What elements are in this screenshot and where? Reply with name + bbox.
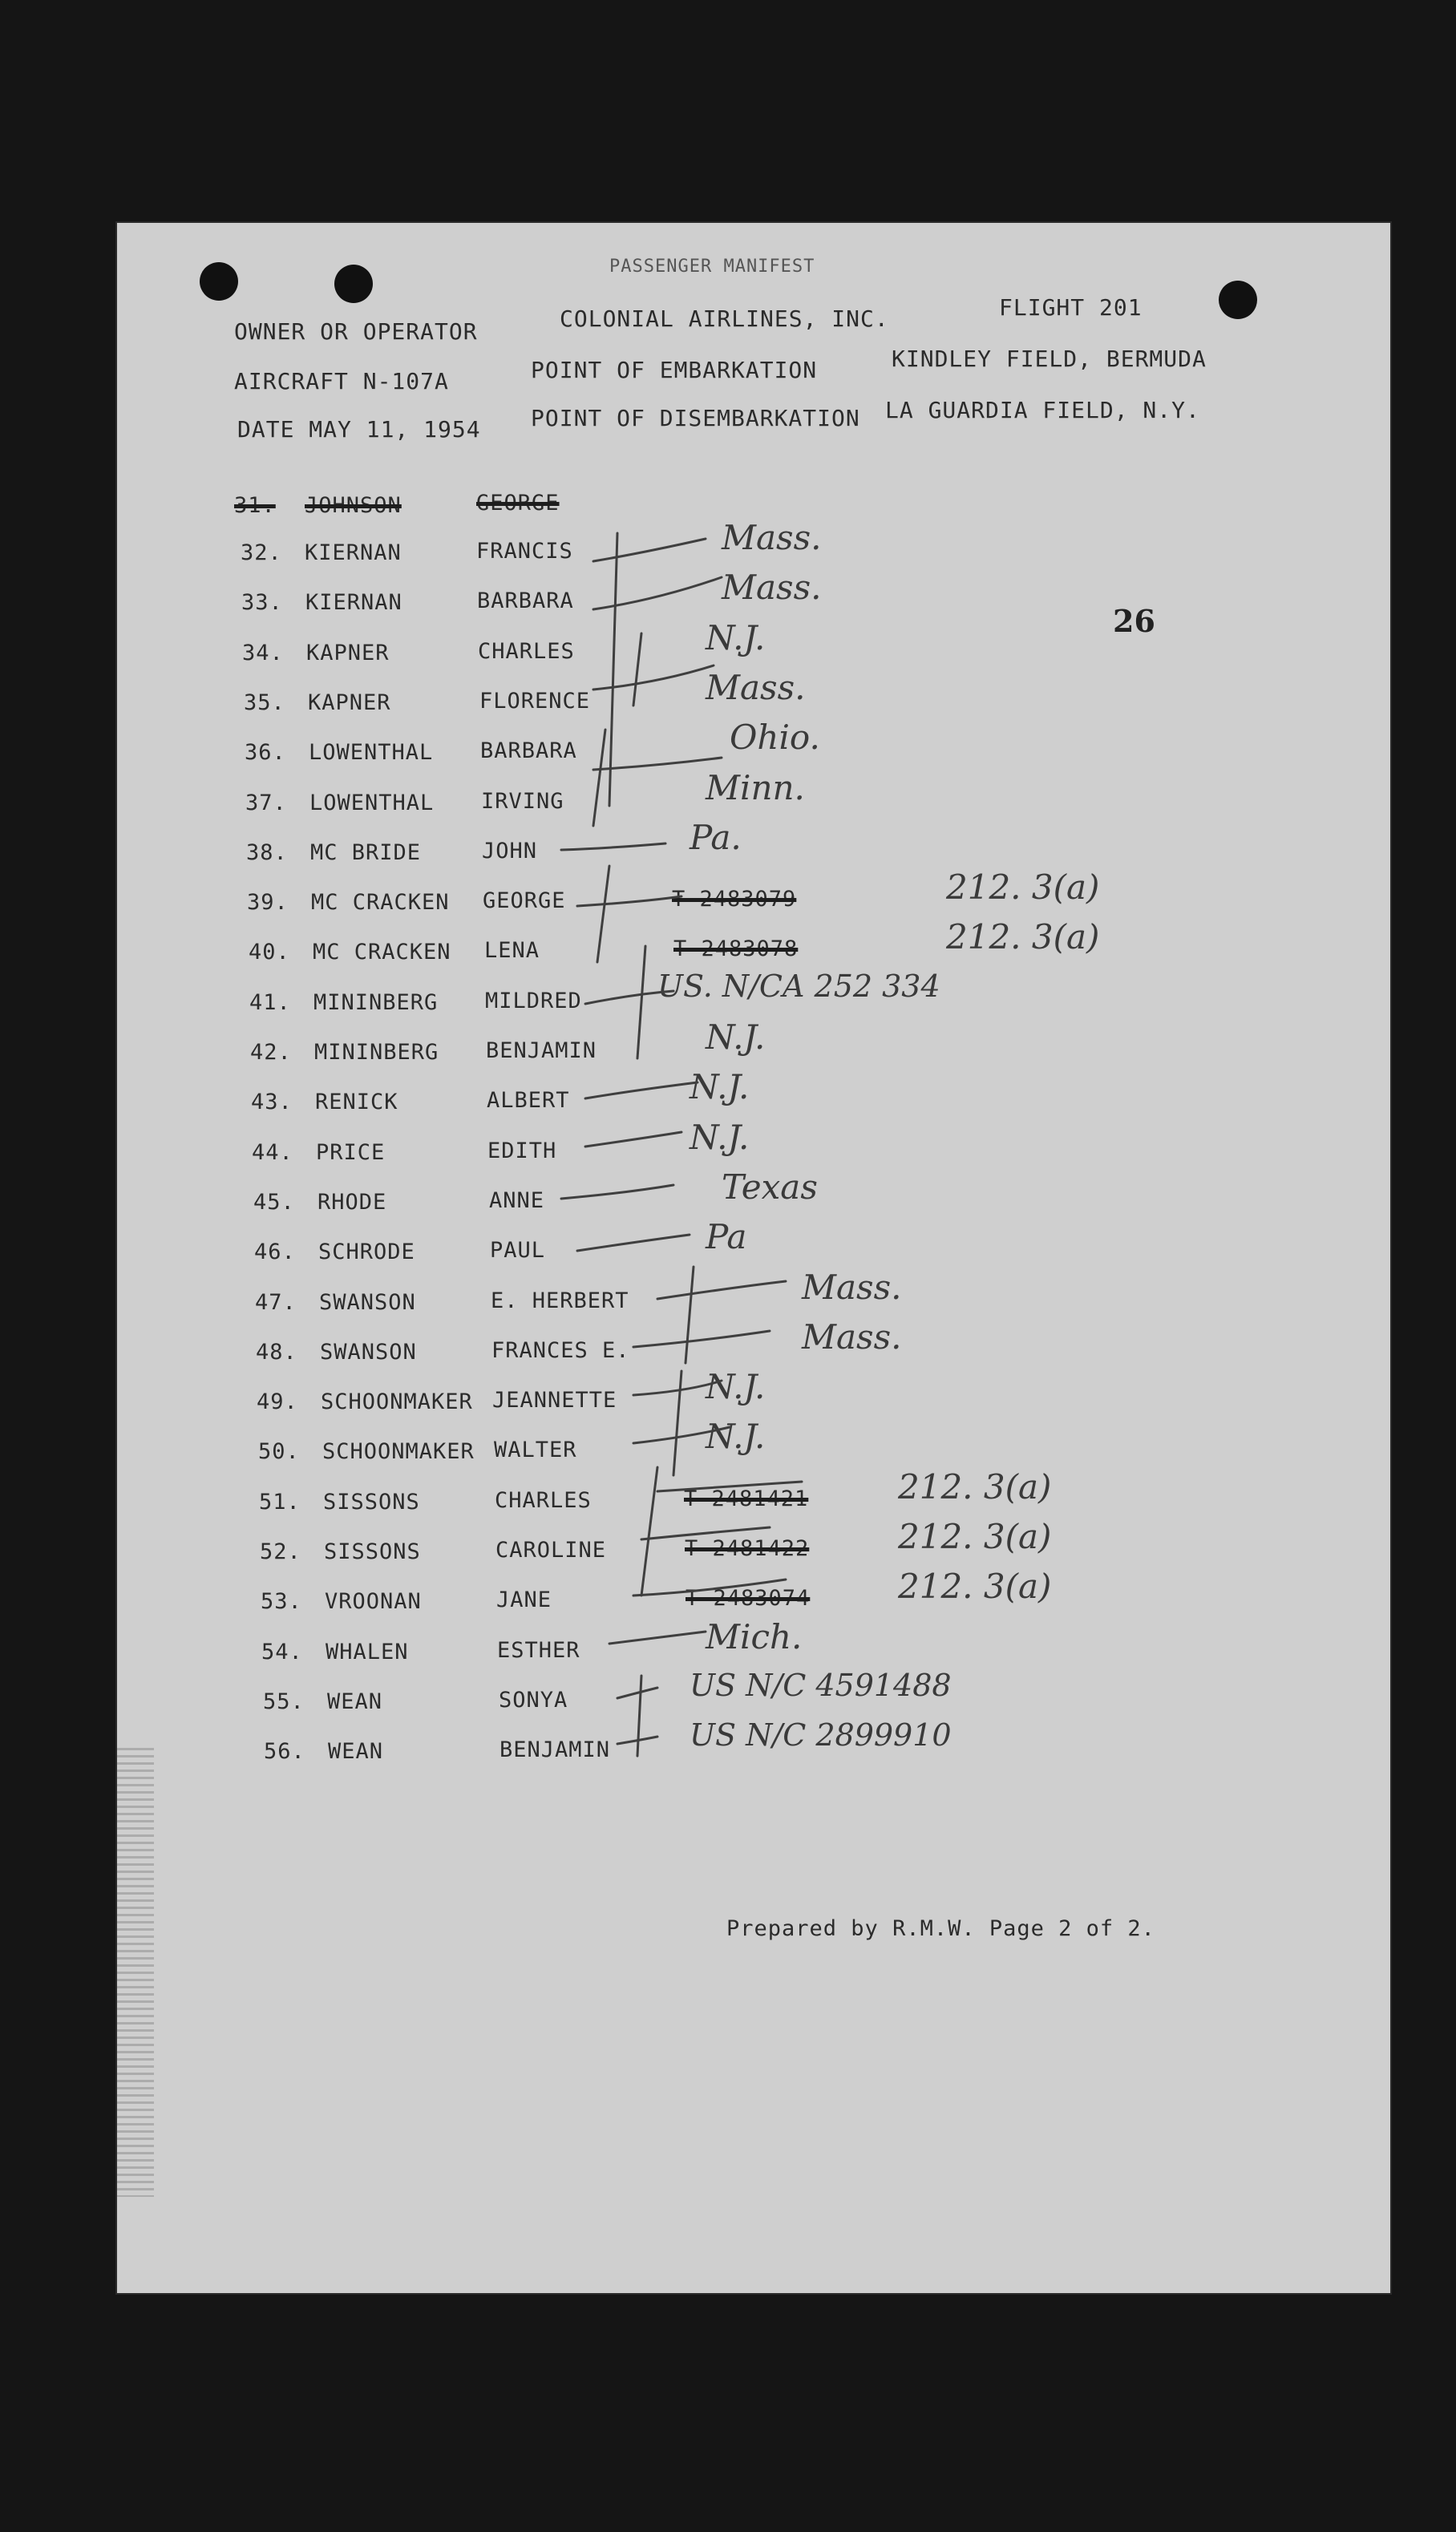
passenger-number: 51.	[259, 1490, 301, 1515]
passenger-first-name: E. HERBERT	[491, 1288, 629, 1313]
passenger-last-name: SCHRODE	[318, 1240, 415, 1264]
passenger-number: 34.	[242, 641, 284, 665]
embarkation-label: POINT OF EMBARKATION	[531, 357, 818, 383]
crossed-ticket-number: T 2483078	[673, 936, 799, 961]
passenger-first-name: FLORENCE	[479, 689, 591, 714]
passenger-first-name: WALTER	[494, 1438, 577, 1462]
passenger-number: 46.	[254, 1240, 296, 1264]
disembarkation-label: POINT OF DISEMBARKATION	[531, 405, 860, 431]
handwritten-note: N.J.	[706, 1367, 766, 1406]
passenger-last-name: MININBERG	[314, 1040, 439, 1065]
passenger-first-name: FRANCES E.	[491, 1338, 630, 1363]
passenger-number: 48.	[256, 1340, 297, 1365]
passenger-first-name: BARBARA	[480, 738, 577, 763]
passenger-number: 44.	[252, 1140, 293, 1165]
passenger-first-name: ALBERT	[487, 1088, 570, 1113]
passenger-number: 40.	[249, 940, 290, 965]
passenger-number: 41.	[249, 990, 291, 1015]
crossed-entry-last: JOHNSON	[305, 493, 402, 518]
handwritten-note: US N/C 2899910	[690, 1717, 952, 1753]
crossed-entry-first: GEORGE	[476, 491, 560, 516]
handwritten-note: Mass.	[722, 568, 822, 607]
passenger-last-name: SWANSON	[320, 1340, 417, 1365]
passenger-first-name: ESTHER	[497, 1638, 580, 1663]
passenger-number: 56.	[264, 1739, 305, 1764]
handwritten-note: 212. 3(a)	[946, 868, 1100, 907]
crossed-ticket-number: T 2481421	[684, 1486, 809, 1511]
crossed-entry-num: 31.	[234, 493, 276, 518]
passenger-last-name: VROONAN	[325, 1589, 422, 1614]
crossed-ticket-number: T 2483079	[672, 887, 797, 912]
handwritten-note: Mass.	[722, 518, 822, 557]
passenger-last-name: SCHOONMAKER	[321, 1389, 473, 1414]
handwritten-note: Minn.	[706, 768, 805, 807]
page-number: 26	[1113, 603, 1155, 639]
date-label: DATE MAY 11, 1954	[237, 416, 481, 443]
passenger-number: 45.	[253, 1190, 295, 1215]
passenger-last-name: PRICE	[316, 1140, 386, 1165]
handwritten-note: Pa.	[690, 818, 742, 857]
passenger-last-name: RENICK	[315, 1090, 398, 1114]
passenger-last-name: KIERNAN	[305, 590, 402, 615]
passenger-first-name: CHARLES	[495, 1488, 592, 1513]
passenger-first-name: ANNE	[489, 1188, 545, 1213]
passenger-first-name: JOHN	[482, 839, 538, 864]
passenger-number: 39.	[247, 890, 289, 915]
passenger-last-name: RHODE	[317, 1190, 387, 1215]
manifest-title-faded: PASSENGER MANIFEST	[609, 257, 815, 277]
passenger-number: 37.	[245, 791, 287, 815]
passenger-first-name: BENJAMIN	[486, 1038, 597, 1063]
owner-value: COLONIAL AIRLINES, INC.	[560, 305, 889, 332]
handwritten-note: Mich.	[706, 1617, 803, 1656]
passenger-number: 52.	[260, 1539, 301, 1564]
crossed-ticket-number: T 2481422	[685, 1536, 810, 1561]
passenger-last-name: SWANSON	[319, 1290, 416, 1315]
prepared-by-footer: Prepared by R.M.W. Page 2 of 2.	[726, 1916, 1155, 1941]
passenger-number: 36.	[245, 740, 286, 765]
passenger-first-name: PAUL	[490, 1238, 546, 1263]
passenger-first-name: SONYA	[499, 1688, 568, 1713]
passenger-number: 33.	[241, 590, 283, 615]
passenger-first-name: GEORGE	[483, 888, 566, 913]
handwritten-note: N.J.	[690, 1118, 750, 1157]
passenger-last-name: WEAN	[328, 1739, 384, 1764]
aircraft-label: AIRCRAFT N-107A	[234, 368, 449, 394]
passenger-first-name: FRANCIS	[476, 539, 573, 564]
passenger-last-name: KAPNER	[308, 690, 391, 715]
passenger-last-name: LOWENTHAL	[309, 791, 435, 815]
handwritten-note: Mass.	[802, 1268, 902, 1307]
passenger-last-name: WEAN	[327, 1689, 383, 1714]
passenger-number: 47.	[255, 1290, 297, 1315]
handwritten-note: Ohio.	[730, 718, 820, 757]
passenger-number: 55.	[263, 1689, 305, 1714]
passenger-first-name: CHARLES	[478, 639, 575, 664]
passenger-first-name: LENA	[484, 938, 540, 963]
passenger-first-name: MILDRED	[485, 989, 582, 1013]
passenger-number: 35.	[244, 690, 285, 715]
handwritten-note: Pa	[706, 1217, 747, 1256]
flight-label: FLIGHT 201	[999, 294, 1143, 321]
passenger-first-name: IRVING	[481, 789, 564, 814]
handwritten-note: N.J.	[706, 1417, 766, 1456]
handwritten-note: Mass.	[802, 1317, 902, 1357]
disembarkation-value: LA GUARDIA FIELD, N.Y.	[885, 397, 1200, 423]
crossed-ticket-number: T 2483074	[686, 1586, 811, 1611]
passenger-first-name: JEANNETTE	[492, 1388, 617, 1413]
passenger-number: 32.	[241, 540, 282, 565]
punch-hole	[200, 262, 238, 301]
handwritten-note: Texas	[722, 1167, 818, 1207]
handwritten-note: Mass.	[706, 668, 806, 707]
passenger-first-name: JANE	[496, 1588, 552, 1612]
passenger-last-name: SISSONS	[323, 1490, 420, 1515]
passenger-number: 50.	[258, 1439, 300, 1464]
passenger-number: 43.	[251, 1090, 293, 1114]
owner-label: OWNER OR OPERATOR	[234, 318, 478, 345]
passenger-number: 42.	[250, 1040, 292, 1065]
passenger-first-name: EDITH	[487, 1139, 557, 1163]
handwritten-note: 212. 3(a)	[898, 1517, 1052, 1556]
handwritten-note: 212. 3(a)	[898, 1467, 1052, 1507]
passenger-number: 53.	[261, 1589, 302, 1614]
passenger-number: 38.	[246, 840, 288, 865]
passenger-last-name: MC CRACKEN	[313, 940, 451, 965]
passenger-last-name: MC BRIDE	[310, 840, 422, 865]
passenger-last-name: KIERNAN	[305, 540, 402, 565]
punch-hole	[334, 265, 373, 303]
embarkation-value: KINDLEY FIELD, BERMUDA	[892, 346, 1207, 372]
passenger-last-name: SISSONS	[324, 1539, 421, 1564]
handwritten-note: 212. 3(a)	[898, 1567, 1052, 1606]
passenger-last-name: WHALEN	[326, 1640, 409, 1664]
passenger-last-name: KAPNER	[306, 641, 390, 665]
passenger-first-name: BENJAMIN	[499, 1737, 611, 1762]
paper-edge-damage	[117, 1748, 154, 2197]
handwritten-note: 212. 3(a)	[946, 917, 1100, 957]
handwritten-note: N.J.	[706, 618, 766, 657]
passenger-number: 49.	[257, 1389, 298, 1414]
handwritten-note: N.J.	[690, 1067, 750, 1106]
handwritten-note: N.J.	[706, 1017, 766, 1057]
passenger-last-name: SCHOONMAKER	[322, 1439, 475, 1464]
handwritten-note: US N/C 4591488	[690, 1668, 952, 1703]
passenger-first-name: CAROLINE	[495, 1538, 607, 1563]
punch-hole	[1219, 281, 1257, 319]
passenger-number: 54.	[261, 1640, 303, 1664]
passenger-last-name: LOWENTHAL	[309, 740, 434, 765]
passenger-last-name: MC CRACKEN	[311, 890, 450, 915]
passenger-last-name: MININBERG	[313, 990, 439, 1015]
passenger-first-name: BARBARA	[477, 589, 574, 613]
handwritten-note: US. N/CA 252 334	[657, 969, 940, 1004]
